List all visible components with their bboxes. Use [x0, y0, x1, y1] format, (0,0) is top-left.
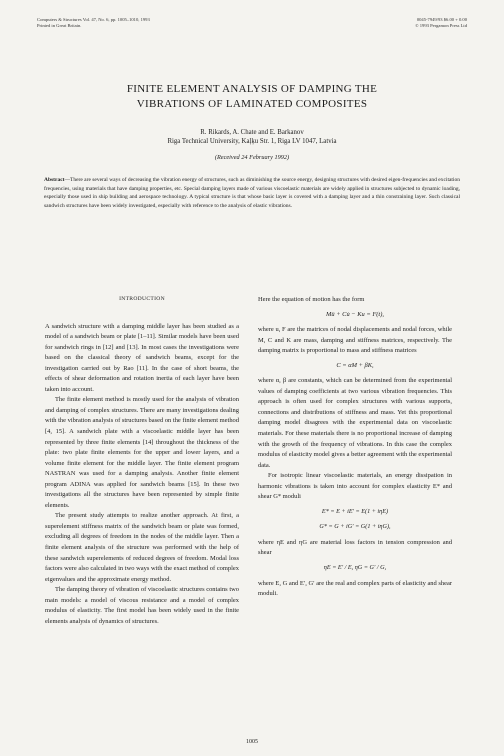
right-paragraph-2: where α, β are constants, which can be determined from the experimental values of damping coefficients at two various vibration frequencies. This approach is often used for complex structures with various supports, connections and distributions of stiffness and mass. Yet this proportional damping model disagrees with the experimental data on viscoelastic materials. For these materials there is no proportional increase of damping with the growth of the frequency of vibrations. In this case the complex modulus of elasticity model gives a better agreement with the experimental data.	[258, 377, 452, 469]
author-names: R. Rikards, A. Chate and E. Barkanov	[200, 129, 304, 136]
right-paragraph-3: For isotropic linear viscoelastic materials, an energy dissipation in harmonic vibrations is taken into account for complex elasticity E* and shear G* moduli	[258, 472, 452, 501]
abstract	[44, 176, 460, 210]
paper-title	[0, 82, 504, 111]
issn-block	[415, 17, 467, 29]
equation-damping-matrix: C = αM + βK,	[336, 361, 374, 369]
left-column	[45, 290, 239, 627]
right-intro: Here the equation of motion has the form	[258, 296, 365, 303]
author-block	[0, 128, 504, 146]
left-paragraph-4: The damping theory of vibration of viscoelastic structures contains two main models: a model of viscous resistance and a model of complex modulus of elasticity. The first model has been widely used in the finite elements analysis of dynamics of structures.	[45, 586, 239, 625]
left-paragraph-3: The present study attempts to realize another approach. At first, a superelement stiffness matrix of the sandwich beam or plate was formed, excluding all degrees of freedom in the nodes of the middle layer. Then a finite element analysis of the structure was performed with the help of these sandwich superelements of reduced degrees of freedom. Modal loss factors were also calculated in two ways with the exact method of complex eigenvalues and the approximate energy method.	[45, 512, 239, 583]
abstract-label: Abstract	[44, 177, 65, 183]
received-date: (Received 24 February 1992)	[214, 154, 290, 161]
page-number: 1005	[246, 739, 258, 745]
right-paragraph-1: where u, F are the matrices of nodal displacements and nodal forces, while M, C and K are mass, damping and stiffness matrices, respectively. The damping matrix is proportional to mass and stiffness matrices	[258, 326, 452, 355]
equation-motion: Mü + Cu̇ − Ku = F(t),	[326, 310, 384, 318]
title-line-1: FINITE ELEMENT ANALYSIS OF DAMPING THE	[126, 83, 378, 95]
right-column	[258, 295, 452, 600]
equation-complex-shear: G* = G + iG′ = G(1 + iηG),	[319, 523, 391, 531]
issn-line-2: © 1993 Pergamon Press Ltd	[415, 23, 467, 28]
left-paragraph-1: A sandwich structure with a damping middle layer has been studied as a model of a sandwich beam or plate [1–11]. Similar models have been used for sandwich rings in [12] and [13]. In most cases the investigations were based on the classical theory of sandwich beams, except for the investigation carried out by Rao [11]. In the case of short beams, the effects of shear deformation and rotation inertia of each layer have been taken into account.	[45, 322, 239, 393]
issn-line-1: 0045-7949/93 $6.00 + 0.00	[416, 17, 467, 22]
right-paragraph-4: where ηE and ηG are material loss factors in tension compression and shear	[258, 538, 452, 557]
journal-line-1: Computers & Structures Vol. 47, No. 6, pp. 1005–1010, 1993	[37, 17, 150, 22]
title-line-2: VIBRATIONS OF LAMINATED COMPOSITES	[136, 97, 368, 110]
section-heading-introduction: INTRODUCTION	[119, 296, 165, 302]
author-affiliation: Riga Technical University, Kaļķu Str. 1, Riga LV 1047, Latvia	[167, 138, 337, 145]
equation-complex-elasticity: E* = E + iE′ = E(1 + iηE)	[321, 507, 389, 515]
left-paragraph-2: The finite element method is mostly used for the analysis of vibration and damping of complex structures. There are many investigations dealing with the vibration analysis of structures based on the finite element method [4, 15]. A sandwich plate with a viscoelastic middle layer has been represented by three finite elements [14] throughout the thickness of the plate: two plate finite elements for the upper and lower layers, and a volume finite element for the middle layer. The finite element program NASTRAN was used for a damping analysis. Another finite element program ADINA was applied for sandwich beams [15]. In these two investigations all the structures have been represented by simple finite elements.	[45, 396, 239, 509]
right-paragraph-5: where E, G and E′, G′ are the real and complex parts of elasticity and shear moduli.	[258, 579, 452, 598]
equation-loss-factors: ηE = E′ / E, ηG = G′ / G,	[323, 564, 387, 572]
journal-line-2: Printed in Great Britain.	[37, 23, 82, 28]
journal-citation	[37, 17, 150, 29]
abstract-text: —There are several ways of decreasing the vibration energy of structures, such as diminishing the source energy, designing structures with desired eigen-frequencies and excitation frequencies, using materials that have damping properties, etc. Special damping layers made of various viscoelastic materials are widely applied in structures subjected to dynamic loading, especially those used in ship building and aerospace technology. A typical structure is that whose basic layer is covered with a damping layer and a thin constraining layer. Such classical sandwich structures have been widely investigated, especially with reference to the analysis of elastic vibrations.	[44, 177, 460, 209]
